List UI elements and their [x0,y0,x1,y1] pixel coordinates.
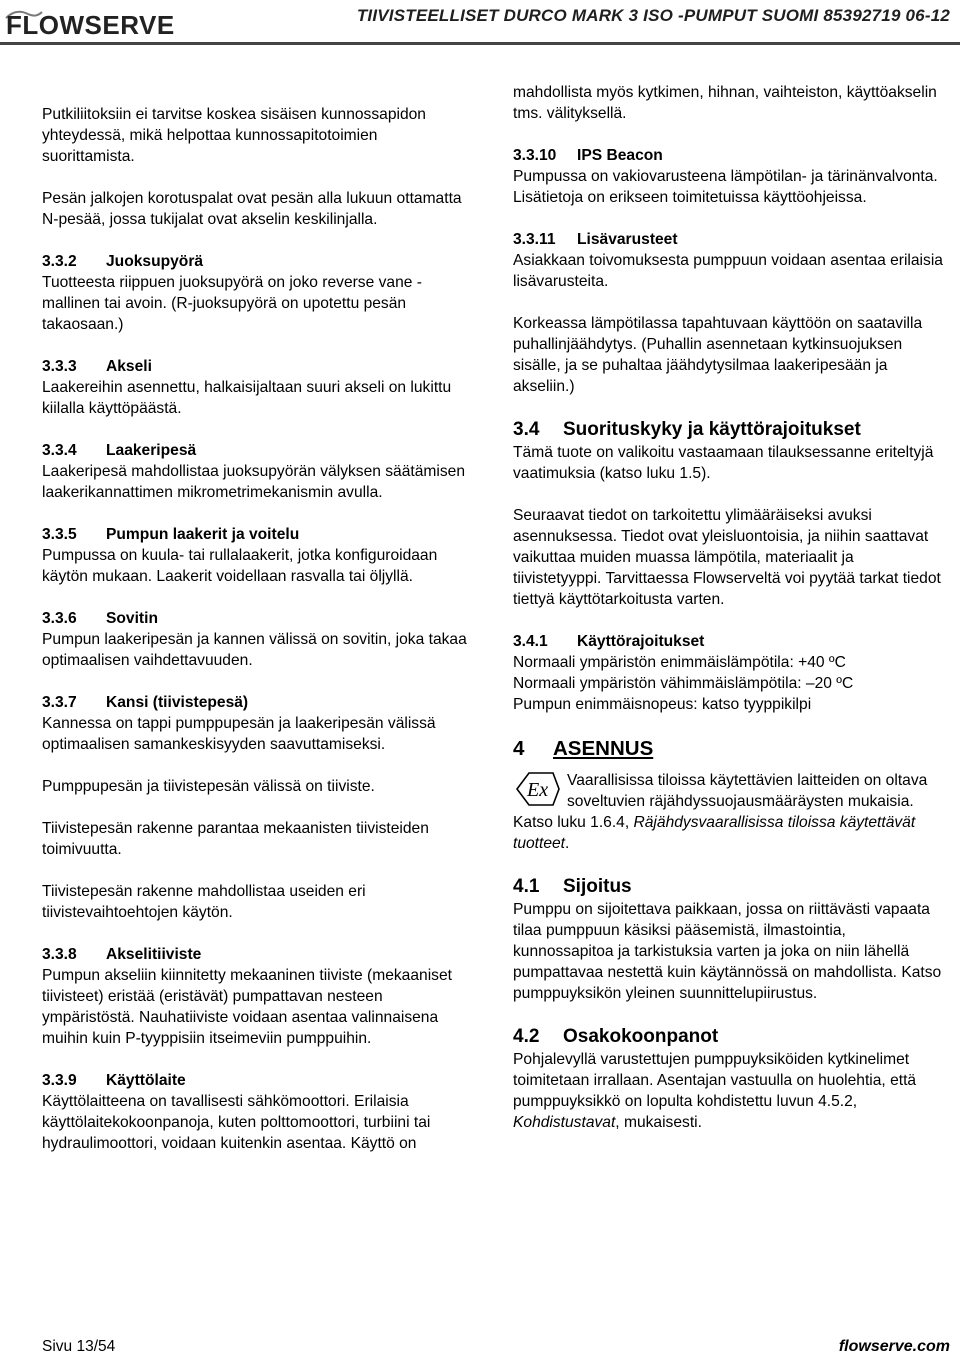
section-3-3-11 [513,229,945,292]
section-4-2 [513,1025,945,1133]
paragraph: Tiivistepesän rakenne mahdollistaa useiden eri tiivistevaihtoehtojen käytön. [42,883,366,921]
warning-text: Vaarallisissa tiloissa käytettävien laitteiden on oltava soveltuvien räjähdyssuojausmääräysten mukaisia. Katso luku 1.6.4, [513,772,928,831]
section-text: Laakereihin asennettu, halkaisijaltaan suuri akseli on lukittu kiilalla käyttöpäästä. [42,379,452,417]
section-text: Tuotteesta riippuen juoksupyörä on joko reverse vane -mallinen tai avoin. (R-juoksupyörä on upotettu pesän takaosaan.) [42,274,422,333]
section-text: Asiakkaan toivomuksesta pumppuun voidaan asentaa erilaisia lisävarusteita. [513,252,943,290]
page-header [0,0,960,44]
section-4-1 [513,875,945,1004]
ex-hazard-icon [513,770,563,808]
chapter-heading [513,736,945,762]
section-3-4-1 [513,631,945,715]
section-title: Kansi (tiivistepesä) [106,694,249,711]
section-3-3-5 [42,524,470,587]
section-number: 3.3.3 [42,358,77,375]
section-title: Sovitin [106,610,158,627]
section-title: Osakokoonpanot [563,1026,719,1047]
section-text: Pumpun akseliin kiinnitetty mekaaninen tiiviste (mekaaniset tiivisteet) eristää (eristävät) pumpattavan nesteen ympäristöstä. Nauhatiiviste voidaan asentaa valinnaisena muihin kuin P-tyyppisiin itseimeviin pumppuihin. [42,967,452,1047]
section-3-3-8 [42,944,470,1049]
chapter-title: ASENNUS [553,737,654,760]
header-rule [0,42,960,45]
section-number: 3.3.11 [513,231,556,248]
section-number: 3.3.4 [42,442,77,459]
section-number: 4.2 [513,1026,540,1047]
section-title: Akseli [106,358,152,375]
section-number: 3.3.7 [42,694,77,711]
paragraph: Korkeassa lämpötilassa tapahtuvaan käyttöön on saatavilla puhallinjäähdytys. (Puhallin asennetaan kytkinsuojuksen sisälle, ja se puhaltaa jäähdytysilmaa laakeripesään ja akseliin.) [513,315,923,395]
section-3-3-2 [42,251,470,335]
section-number: 3.4.1 [513,633,548,650]
flowserve-logo: FLOWSERVE [6,10,175,40]
paragraph: Pumppupesän ja tiivistepesän välissä on tiiviste. [42,778,375,795]
section-3-3-7 [42,692,470,755]
section-number: 3.3.6 [42,610,77,627]
limit-line: Normaali ympäristön vähimmäislämpötila: –20 ºC [513,675,854,692]
section-title: Käyttölaite [106,1072,186,1089]
right-column [513,82,945,1154]
section-title: Lisävarusteet [577,231,678,248]
limit-line: Normaali ympäristön enimmäislämpötila: +40 ºC [513,654,846,671]
section-3-3-4 [42,440,470,503]
section-number: 3.4 [513,419,540,440]
section-title: Käyttörajoitukset [577,633,705,650]
section-text: Pumpussa on kuula- tai rullalaakerit, jotka konfiguroidaan käytön mukaan. Laakerit voidellaan rasvalla tai öljyllä. [42,547,438,585]
document-title: TIIVISTEELLISET DURCO MARK 3 ISO -PUMPUT SUOMI 85392719 06-12 [356,6,950,25]
chapter-number: 4 [513,737,525,760]
section-reference: Kohdistustavat [513,1114,616,1131]
section-text: Käyttölaitteena on tavallisesti sähkömoottori. Erilaisia käyttölaitekokoonpanoja, kuten polttomoottori, turbiini tai hydraulimoottori, voidaan kuitenkin asentaa. Käyttö on [42,1093,431,1152]
section-title: Suorituskyky ja käyttörajoitukset [563,419,861,440]
section-title: Akselitiiviste [106,946,202,963]
section-number: 3.3.10 [513,147,557,164]
section-text-end: , mukaisesti. [615,1114,702,1131]
paragraph: mahdollista myös kytkimen, hihnan, vaihteiston, käyttöakselin tms. välityksellä. [513,84,937,122]
section-text: Kannessa on tappi pumppupesän ja laakeripesän välissä optimaalisen samankeskisyyden saavuttamiseksi. [42,715,436,753]
paragraph: Tiivistepesän rakenne parantaa mekaanisten tiivisteiden toimivuutta. [42,820,429,858]
paragraph: Seuraavat tiedot on tarkoitettu ylimääräiseksi avuksi asennuksessa. Tiedot ovat yleisluontoisia, ja niihin saattavat vaikuttaa muiden muassa lämpötila, materiaalit ja tiivistetyyppi. Tarvittaessa Flowserveltä voi pyytää tarkat tiedot tiettyä käyttötarkoitusta varten. [513,507,941,608]
section-title: Pumpun laakerit ja voitelu [106,526,300,543]
warning-reference: Räjähdysvaarallisissa tiloissa käytettävät tuotteet [513,814,916,852]
left-column [42,104,470,1175]
section-text: Pumpussa on vakiovarusteena lämpötilan- ja tärinänvalvonta. Lisätietoja on erikseen toimitetuissa käyttöohjeissa. [513,168,938,206]
svg-text:Ex: Ex [527,779,549,801]
section-3-3-10 [513,145,945,208]
section-3-3-9 [42,1070,470,1154]
section-text: Tämä tuote on valikoitu vastaamaan tilauksessanne eriteltyjä vaatimuksia (katso luku 1.5). [513,444,934,482]
warning-end: . [565,835,570,852]
section-number: 3.3.5 [42,526,77,543]
section-title: IPS Beacon [577,147,663,164]
section-number: 3.3.9 [42,1072,77,1089]
limit-line: Pumpun enimmäisnopeus: katso tyyppikilpi [513,696,812,713]
section-title: Laakeripesä [106,442,197,459]
section-title: Juoksupyörä [106,253,204,270]
section-text [513,1049,945,1133]
section-text: Pumppu on sijoitettava paikkaan, jossa on riittävästi vapaata tilaa pumppuun käsiksi pääsemistä, ilmastointia, kunnossapitoa ja tarkistuksia varten ja joka on niin lähellä pumpattavaa nestettä kuin käytännössä on mahdollista. Katso pumppuyksikön yleinen suunnittelupiirustus. [513,901,942,1002]
section-number: 3.3.8 [42,946,77,963]
section-text-part: Pohjalevyllä varustettujen pumppuyksiköiden kytkinelimet toimitetaan irrallaan. Asentajan vastuulla on huolehtia, että pumppuyksikkö on lopulta kohdistettu luvun 4.5.2, [513,1051,917,1110]
website-link[interactable]: flowserve.com [838,1338,950,1355]
section-number: 4.1 [513,876,540,897]
section-title: Sijoitus [563,876,632,897]
paragraph: Putkiliitoksiin ei tarvitse koskea sisäisen kunnossapidon yhteydessä, mikä helpottaa kunnossapitotoimien suorittamista. [42,106,426,165]
paragraph: Pesän jalkojen korotuspalat ovat pesän alla lukuun ottamatta N-pesää, jossa tukijalat ovat akselin keskilinjalla. [42,190,462,228]
ex-warning [513,770,945,854]
section-3-3-3 [42,356,470,419]
page-number: Sivu 13/54 [42,1338,116,1355]
section-3-4 [513,418,945,484]
section-number: 3.3.2 [42,253,77,270]
section-text: Pumpun laakeripesän ja kannen välissä on sovitin, joka takaa optimaalisen vaihdettavuuden. [42,631,467,669]
section-text: Laakeripesä mahdollistaa juoksupyörän välyksen säätämisen laakerikannattimen mikrometrimekanismin avulla. [42,463,466,501]
section-3-3-6 [42,608,470,671]
